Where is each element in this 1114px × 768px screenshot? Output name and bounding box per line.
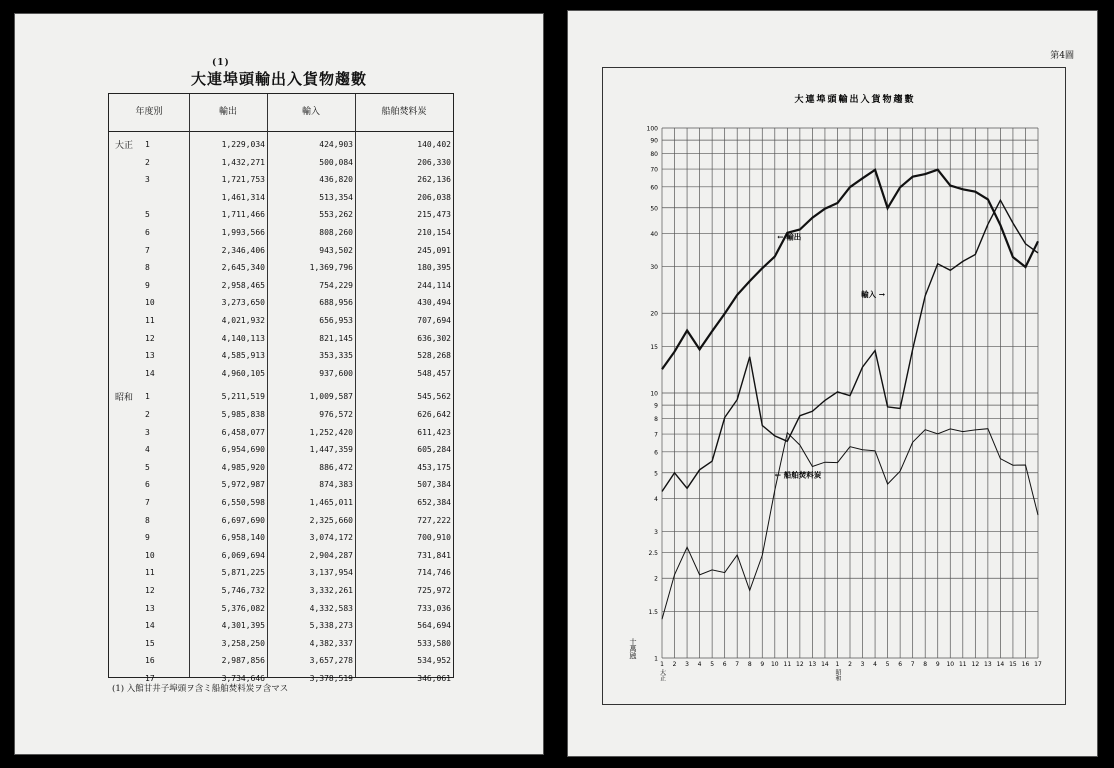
import-cell: 1,369,796 <box>309 263 353 273</box>
y-tick-label: 8 <box>654 416 658 424</box>
table-header <box>109 94 453 132</box>
year-cell: 7 <box>145 245 150 255</box>
x-tick-label: 13 <box>808 661 817 668</box>
export-cell: 6,069,694 <box>221 550 265 560</box>
x-tick-label: 2 <box>672 661 677 668</box>
bunker-cell: 564,694 <box>417 621 451 631</box>
chart-title: 大連埠頭輸出入貨物趨數 <box>794 95 916 105</box>
x-tick-label: 2 <box>848 661 852 668</box>
import-cell: 3,074,172 <box>309 533 353 543</box>
export-cell: 1,711,466 <box>221 210 265 220</box>
bunker-cell: 714,746 <box>417 568 451 578</box>
header-bunker: 船舶焚料炭 <box>381 107 427 117</box>
bunker-cell: 215,473 <box>417 210 451 220</box>
x-tick-label: 1 <box>660 661 664 668</box>
export-cell: 1,993,566 <box>221 228 265 237</box>
x-tick-label: 5 <box>885 661 890 668</box>
x-tick-label: 3 <box>685 661 689 668</box>
year-cell: 5 <box>145 462 150 472</box>
bunker-cell: 140,402 <box>417 140 451 149</box>
year-cell: 6 <box>145 480 150 490</box>
bunker-cell: 533,580 <box>417 638 451 648</box>
bunker-cell: 206,038 <box>417 192 451 202</box>
export-cell: 5,972,987 <box>221 480 265 490</box>
y-tick-label: 10 <box>650 390 658 398</box>
y-tick-label: 3 <box>654 529 658 537</box>
year-cell: 7 <box>145 498 150 507</box>
header-year: 年度別 <box>135 107 163 117</box>
export-cell: 4,301,395 <box>221 621 265 631</box>
year-cell: 16 <box>145 656 155 666</box>
import-cell: 3,137,954 <box>309 568 353 578</box>
y-tick-label: 1.5 <box>648 608 658 616</box>
era-label: 大正 <box>658 669 666 681</box>
import-cell: 976,572 <box>319 410 353 419</box>
import-cell: 353,335 <box>319 351 353 361</box>
year-cell: 13 <box>145 603 155 613</box>
import-cell: 4,382,337 <box>309 638 353 648</box>
y-tick-label: 15 <box>650 343 658 351</box>
y-tick-label: 70 <box>650 166 658 174</box>
export-cell: 5,746,732 <box>221 586 265 595</box>
x-tick-label: 7 <box>910 661 915 668</box>
year-cell: 17 <box>145 674 155 683</box>
export-cell: 4,985,920 <box>221 462 265 472</box>
year-cell: 14 <box>145 368 155 378</box>
year-cell: 13 <box>145 351 155 361</box>
bunker-cell: 244,114 <box>417 280 451 290</box>
import-cell: 500,084 <box>319 157 353 167</box>
y-tick-label: 40 <box>650 230 658 238</box>
x-tick-label: 13 <box>984 661 992 668</box>
export-cell: 6,697,690 <box>221 515 265 525</box>
chart-frame <box>602 67 1066 705</box>
y-tick-label: 60 <box>650 184 658 192</box>
import-cell: 513,354 <box>319 192 353 202</box>
import-cell: 937,600 <box>319 368 353 378</box>
y-tick-label: 20 <box>650 310 658 318</box>
era-cell: 大正 <box>115 141 134 151</box>
bunker-cell: 528,268 <box>417 351 451 361</box>
bunker-cell: 430,494 <box>417 298 451 308</box>
year-cell: 9 <box>145 533 150 543</box>
export-cell: 1,461,314 <box>221 192 265 202</box>
bunker-cell: 206,330 <box>417 157 451 167</box>
bunker-cell: 262,136 <box>417 175 451 185</box>
x-tick-label: 9 <box>760 661 765 668</box>
x-tick-label: 1 <box>835 661 840 668</box>
x-tick-label: 10 <box>770 661 779 668</box>
y-tick-label: 6 <box>654 449 658 457</box>
import-cell: 436,820 <box>319 175 353 185</box>
import-cell: 886,472 <box>319 462 353 472</box>
import-cell: 874,383 <box>319 480 353 490</box>
export-cell: 5,376,082 <box>221 603 265 613</box>
y-tick-label: 2 <box>654 575 658 583</box>
bunker-cell: 453,175 <box>417 462 451 472</box>
y-tick-label: 4 <box>654 495 658 503</box>
import-cell: 943,502 <box>319 245 353 255</box>
import-cell: 5,338,273 <box>309 621 353 631</box>
line-chart <box>603 68 1067 706</box>
bunker-cell: 507,384 <box>417 480 451 490</box>
year-cell: 2 <box>145 410 150 419</box>
import-cell: 1,465,011 <box>309 498 353 507</box>
bunker-cell: 626,642 <box>417 410 451 419</box>
import-cell: 553,262 <box>319 210 353 220</box>
export-cell: 4,021,932 <box>221 316 265 325</box>
bunker-cell: 707,694 <box>417 316 451 325</box>
import-cell: 3,657,278 <box>309 656 353 666</box>
y-tick-label: 50 <box>650 205 658 213</box>
era-label: 昭和 <box>833 669 841 681</box>
y-tick-label: 80 <box>650 151 658 159</box>
export-cell: 6,958,140 <box>221 533 265 543</box>
year-cell: 6 <box>145 228 150 237</box>
year-cell: 8 <box>145 515 150 525</box>
import-cell: 1,252,420 <box>309 427 353 437</box>
x-tick-label: 8 <box>747 661 752 668</box>
y-tick-label: 5 <box>654 470 658 478</box>
x-tick-label: 17 <box>1034 661 1042 668</box>
year-cell: 10 <box>145 550 155 560</box>
export-cell: 1,432,271 <box>221 157 265 167</box>
x-tick-label: 11 <box>783 661 792 668</box>
x-tick-label: 11 <box>958 661 967 668</box>
year-cell: 11 <box>145 568 155 578</box>
import-cell: 4,332,583 <box>309 603 353 613</box>
figure-number: 第4圖 <box>1050 51 1074 61</box>
export-cell: 5,211,519 <box>221 392 265 402</box>
export-cell: 1,229,034 <box>221 140 265 149</box>
x-tick-label: 12 <box>796 661 804 668</box>
year-cell: 1 <box>145 140 150 149</box>
import-cell: 754,229 <box>319 280 353 290</box>
import-cell: 3,378,519 <box>309 674 353 683</box>
x-tick-label: 14 <box>821 661 829 668</box>
bunker-cell: 731,841 <box>417 550 451 560</box>
export-cell: 4,140,113 <box>221 333 265 343</box>
y-tick-label: 30 <box>650 264 658 272</box>
x-tick-label: 15 <box>1009 661 1017 668</box>
x-tick-label: 9 <box>935 661 940 668</box>
export-cell: 3,258,250 <box>221 638 265 648</box>
bunker-cell: 636,302 <box>417 333 451 343</box>
export-cell: 6,954,690 <box>221 445 265 455</box>
series-label: ← 輸出 <box>777 232 802 242</box>
bunker-cell: 534,952 <box>417 656 451 666</box>
data-table <box>108 93 454 683</box>
year-cell: 15 <box>145 638 155 648</box>
x-tick-label: 6 <box>898 661 903 668</box>
table-title <box>14 58 544 89</box>
export-cell: 4,585,913 <box>221 351 265 361</box>
export-cell: 5,871,225 <box>221 568 265 578</box>
table-title-text: 大連埠頭輸出入貨物趨數 <box>190 70 367 88</box>
import-cell: 808,260 <box>319 228 353 237</box>
export-cell: 2,987,856 <box>221 656 265 666</box>
series-label: ← 船舶焚料炭 <box>774 470 822 480</box>
y-unit-label: 十萬瓲 <box>629 638 637 659</box>
x-tick-label: 7 <box>735 661 740 668</box>
export-cell: 5,985,838 <box>221 410 265 419</box>
export-cell: 6,458,077 <box>221 427 265 437</box>
year-cell: 12 <box>145 586 155 595</box>
right-page <box>567 10 1098 757</box>
year-cell: 5 <box>145 210 150 220</box>
table-footnote: (1) 入館甘井子埠頭ヲ含ミ船舶焚料炭ヲ含マス <box>112 684 289 694</box>
x-tick-label: 10 <box>946 661 955 668</box>
import-cell: 1,447,359 <box>309 445 353 455</box>
x-tick-label: 3 <box>860 661 865 668</box>
year-cell: 14 <box>145 621 155 631</box>
year-cell: 2 <box>145 157 150 167</box>
year-cell: 12 <box>145 333 155 343</box>
year-cell: 8 <box>145 263 150 273</box>
bunker-cell: 245,091 <box>417 245 451 255</box>
title-note-mark: (1) <box>212 58 230 68</box>
bunker-cell: 652,384 <box>417 498 451 507</box>
import-cell: 2,904,287 <box>309 550 353 560</box>
bunker-cell: 700,910 <box>417 533 451 543</box>
x-tick-label: 12 <box>971 661 980 668</box>
x-tick-label: 8 <box>923 661 928 668</box>
export-cell: 3,734,646 <box>221 674 265 683</box>
year-cell: 10 <box>145 298 155 308</box>
header-import: 輸入 <box>301 107 320 117</box>
import-cell: 688,956 <box>319 298 353 308</box>
bunker-cell: 725,972 <box>417 586 451 595</box>
y-tick-label: 100 <box>646 125 658 133</box>
x-tick-label: 4 <box>697 661 702 668</box>
year-cell: 3 <box>145 427 150 437</box>
export-cell: 3,273,650 <box>221 298 265 308</box>
header-export: 輸出 <box>218 107 237 117</box>
series-label: 輸入 → <box>861 290 886 300</box>
y-tick-label: 9 <box>654 402 658 410</box>
bunker-cell: 727,222 <box>417 515 451 525</box>
export-cell: 2,645,340 <box>221 263 265 273</box>
bunker-cell: 611,423 <box>417 427 451 437</box>
export-cell: 6,550,598 <box>221 498 265 507</box>
year-cell: 3 <box>145 175 150 185</box>
import-cell: 656,953 <box>319 316 353 325</box>
x-tick-label: 14 <box>996 661 1005 668</box>
bunker-cell: 605,284 <box>417 445 451 455</box>
y-tick-label: 90 <box>650 137 658 145</box>
year-cell: 9 <box>145 280 150 290</box>
bunker-cell: 548,457 <box>417 368 451 378</box>
import-cell: 3,332,261 <box>309 586 353 595</box>
bunker-cell: 210,154 <box>417 228 451 237</box>
y-tick-label: 2.5 <box>648 550 658 558</box>
export-cell: 2,346,406 <box>221 245 265 255</box>
export-cell: 1,721,753 <box>221 175 265 185</box>
table-row <box>109 363 453 386</box>
import-cell: 424,903 <box>319 140 353 149</box>
x-tick-label: 6 <box>722 661 727 668</box>
bunker-cell: 180,395 <box>417 263 451 273</box>
export-cell: 4,960,105 <box>221 368 265 378</box>
year-cell: 11 <box>145 316 155 325</box>
bunker-cell: 545,562 <box>417 392 451 402</box>
bunker-cell: 346,061 <box>417 674 451 683</box>
bunker-cell: 733,036 <box>417 603 451 613</box>
y-tick-label: 1 <box>654 655 658 663</box>
left-page <box>14 13 544 755</box>
era-cell: 昭和 <box>115 393 134 404</box>
y-tick-label: 7 <box>654 431 658 439</box>
import-cell: 2,325,660 <box>309 515 353 525</box>
x-tick-label: 4 <box>873 661 877 668</box>
year-cell: 4 <box>145 445 150 455</box>
x-tick-label: 16 <box>1021 661 1030 668</box>
export-cell: 2,958,465 <box>221 280 265 290</box>
import-cell: 821,145 <box>319 333 353 343</box>
import-cell: 1,009,587 <box>309 392 353 402</box>
x-tick-label: 5 <box>710 661 715 668</box>
year-cell: 1 <box>145 392 150 402</box>
